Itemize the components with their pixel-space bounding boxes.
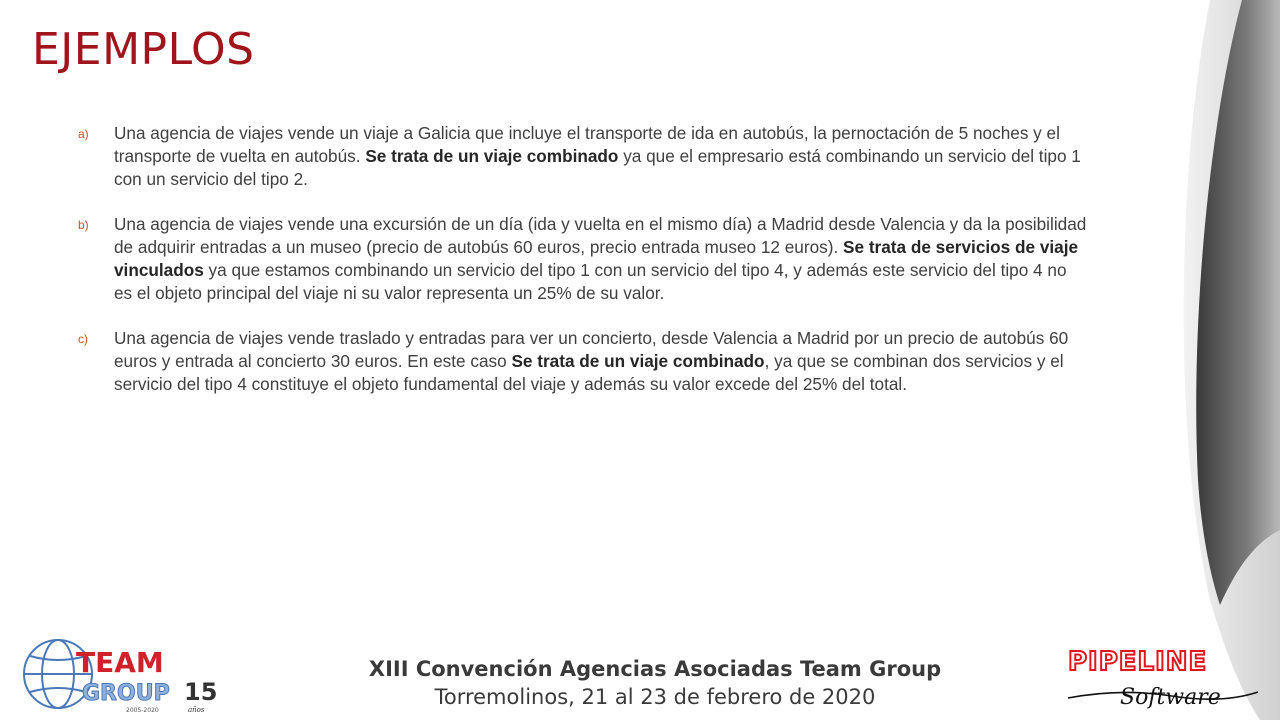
example-text: ya que el empresario está combinando un servicio del tipo 1 con un servicio del tipo 2. <box>114 146 1081 189</box>
example-text: Una agencia de viajes vende un viaje a Galicia que incluye el transporte de ida en autobús, la pernoctación de 5 noches y el transporte de vuelta en autobús. <box>114 123 1060 166</box>
footer-subtitle: Torremolinos, 21 al 23 de febrero de 2020 <box>434 685 876 709</box>
example-text: , ya que se combinan dos servicios y el servicio del tipo 4 constituye el objeto fundamental del viaje y además su valor excede del 25% del total. <box>114 351 1064 394</box>
pipeline-software-logo <box>1062 640 1266 716</box>
example-text: Una agencia de viajes vende traslado y entradas para ver un concierto, desde Valencia a Madrid por un precio de autobús 60 euros y entrada al concierto 30 euros. En este caso <box>114 328 1069 371</box>
footer-title: XIII Convención Agencias Asociadas Team Group <box>368 657 942 681</box>
pipeline-word: PIPELINE <box>1068 647 1208 677</box>
group-word: GROUP <box>82 681 170 706</box>
example-conclusion: Se trata de un viaje combinado <box>365 146 619 166</box>
example-text: Una agencia de viajes vende una excursión de un día (ida y vuelta en el mismo día) a Madrid desde Valencia y da la posibilidad de adquirir entradas a un museo (precio de autobús 60 euros, precio entrada museo 12 euros). <box>114 214 1087 257</box>
example-item-c <box>78 327 1088 396</box>
team-word: TEAM <box>76 646 164 679</box>
anniversary-years: 2005-2020 <box>126 707 159 714</box>
decorative-curve-band <box>1180 0 1280 720</box>
examples-list <box>78 122 1088 418</box>
anniversary-label: años <box>188 706 205 714</box>
list-marker: b) <box>78 218 89 232</box>
software-script: Software <box>1120 685 1221 710</box>
anniversary-number: 15 <box>184 678 218 706</box>
example-conclusion: Se trata de servicios de viaje vinculados <box>114 237 1079 280</box>
example-text: ya que estamos combinando un servicio del tipo 1 con un servicio del tipo 4, y además este servicio del tipo 4 no es el objeto principal del viaje ni su valor representa un 25% de su valor. <box>114 260 1067 303</box>
list-marker: a) <box>78 127 89 141</box>
example-conclusion: Se trata de un viaje combinado <box>511 351 765 371</box>
list-marker: c) <box>78 332 88 346</box>
example-item-b <box>78 213 1088 305</box>
example-item-a <box>78 122 1088 191</box>
slide-title: EJEMPLOS <box>32 24 255 75</box>
